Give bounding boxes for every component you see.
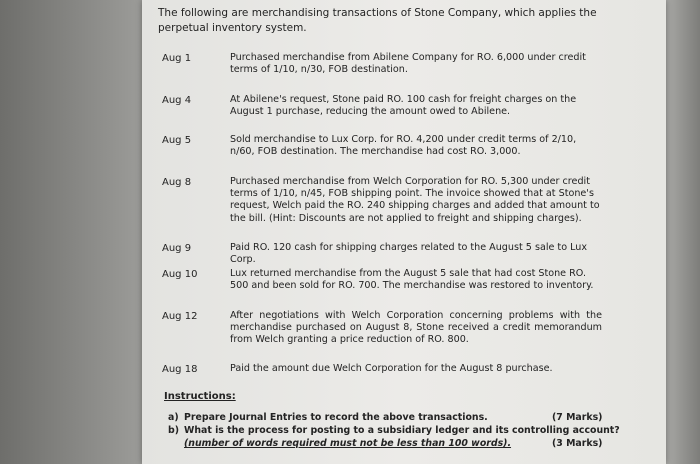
transaction-text: At Abilene's request, Stone paid RO. 100 cash for freight charges on the August 1 purchase, reducing the amount owed to Abilene. — [230, 94, 577, 118]
transaction-date: Aug 9 — [162, 243, 192, 254]
question-b-label: b) — [168, 425, 179, 436]
instructions-heading: Instructions: — [164, 391, 236, 402]
transaction-date: Aug 10 — [162, 269, 198, 280]
question-b-text: What is the process for posting to a subsidiary ledger and its controlling account? — [184, 425, 620, 436]
transaction-text: Lux returned merchandise from the August 5 sale that had cost Stone RO. 500 and been sold for RO. 700. The merchandise was restored to inventory. — [230, 268, 594, 292]
transaction-date: Aug 8 — [162, 177, 192, 188]
transaction-date: Aug 4 — [162, 95, 192, 106]
transaction-date: Aug 12 — [162, 311, 198, 322]
background-right — [666, 0, 700, 464]
background-left — [0, 0, 142, 464]
transaction-text: After negotiations with Welch Corporation concerning problems with the merchandise purchased on August 8, Stone received a credit memorandum from Welch granting a price reduction of RO. 800. — [230, 310, 602, 346]
transaction-text: Sold merchandise to Lux Corp. for RO. 4,200 under credit terms of 2/10, n/60, FOB destination. The merchandise had cost RO. 3,000. — [230, 134, 577, 158]
intro-text: The following are merchandising transactions of Stone Company, which applies the perpetual inventory system. — [158, 7, 597, 34]
question-a-marks: (7 Marks) — [552, 412, 603, 423]
question-b-note: (number of words required must not be less than 100 words). — [184, 438, 512, 449]
document-page — [142, 0, 666, 464]
question-a-label: a) — [168, 412, 179, 423]
transaction-text: Paid RO. 120 cash for shipping charges related to the August 5 sale to Lux Corp. — [230, 242, 588, 266]
transaction-date: Aug 1 — [162, 53, 192, 64]
transaction-text: Paid the amount due Welch Corporation for the August 8 purchase. — [230, 363, 553, 374]
question-a-text: Prepare Journal Entries to record the above transactions. — [184, 412, 488, 423]
transaction-date: Aug 18 — [162, 364, 198, 375]
transaction-text: Purchased merchandise from Abilene Company for RO. 6,000 under credit terms of 1/10, n/30, FOB destination. — [230, 52, 586, 76]
question-b-marks: (3 Marks) — [552, 438, 603, 449]
transaction-text: Purchased merchandise from Welch Corporation for RO. 5,300 under credit terms of 1/10, n/45, FOB shipping point. The invoice showed that at Stone's request, Welch paid the RO. 240 shipping charges and added that amount to the bill. (Hint: Discounts are not applied to freight and shipping charges). — [230, 176, 600, 224]
transaction-date: Aug 5 — [162, 135, 192, 146]
